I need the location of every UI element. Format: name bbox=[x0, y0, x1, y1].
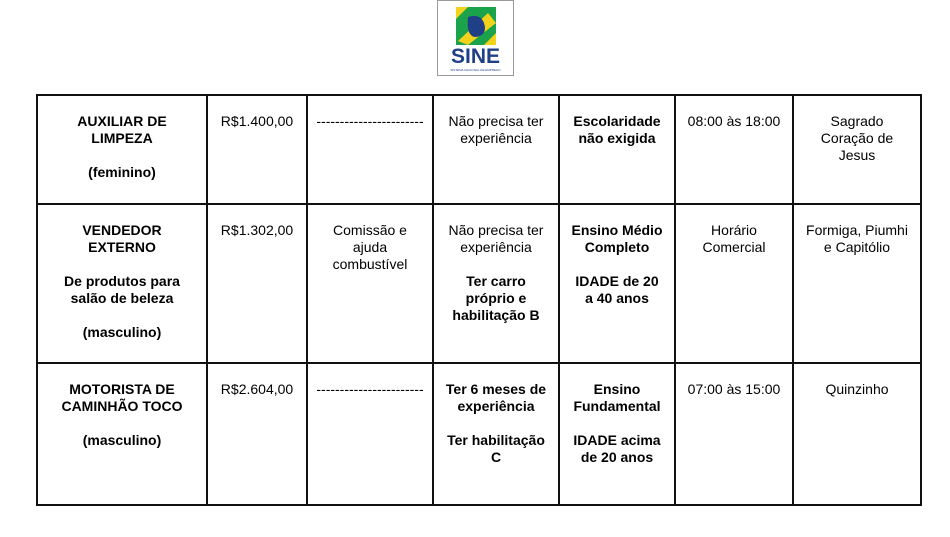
experience bbox=[438, 113, 554, 147]
education-line: Completo bbox=[584, 239, 650, 255]
benefits bbox=[312, 222, 428, 273]
spacer bbox=[42, 147, 202, 164]
benefits bbox=[312, 113, 428, 130]
education bbox=[564, 113, 670, 147]
hours bbox=[680, 113, 788, 130]
experience-cell bbox=[433, 363, 559, 505]
logo-text: SINE bbox=[450, 45, 500, 68]
job-gender bbox=[42, 164, 202, 181]
logo-subtitle: SISTEMA NACIONAL DE EMPREGO bbox=[450, 68, 501, 72]
experience-extra bbox=[438, 273, 554, 324]
job-listings-table bbox=[36, 94, 922, 506]
experience-line: Ter 6 meses de bbox=[445, 381, 547, 397]
location-line: Sagrado bbox=[830, 113, 884, 129]
location bbox=[798, 222, 916, 256]
experience-extra-line: Ter habilitação bbox=[447, 432, 545, 448]
education-extra-line: IDADE acima bbox=[573, 432, 661, 448]
hours-line: Horário bbox=[711, 222, 757, 238]
salary bbox=[212, 113, 302, 130]
education-line: Ensino bbox=[593, 381, 641, 397]
experience bbox=[438, 222, 554, 256]
experience-line: experiência bbox=[460, 130, 532, 146]
education-extra bbox=[564, 273, 670, 307]
spacer bbox=[564, 256, 670, 273]
job-title bbox=[42, 222, 202, 256]
salary bbox=[212, 381, 302, 398]
benefits-line: combustível bbox=[332, 256, 408, 272]
spacer bbox=[564, 415, 670, 432]
job-title-line: LIMPEZA bbox=[91, 130, 153, 146]
salary-cell bbox=[207, 95, 307, 204]
job-title bbox=[42, 113, 202, 147]
location-cell bbox=[793, 204, 921, 363]
table-row bbox=[37, 204, 921, 363]
job-title-line: MOTORISTA DE bbox=[69, 381, 175, 397]
benefits-line: Comissão e bbox=[333, 222, 407, 238]
job-gender bbox=[42, 324, 202, 341]
benefits-line: ajuda bbox=[352, 239, 388, 255]
location bbox=[798, 113, 916, 164]
location-cell bbox=[793, 95, 921, 204]
job-title bbox=[42, 381, 202, 415]
education-line: Escolaridade bbox=[573, 113, 661, 129]
education-cell bbox=[559, 95, 675, 204]
job-title-cell bbox=[37, 204, 207, 363]
hours bbox=[680, 222, 788, 256]
experience-cell bbox=[433, 95, 559, 204]
salary-cell bbox=[207, 204, 307, 363]
table-row bbox=[37, 363, 921, 505]
table-row bbox=[37, 95, 921, 204]
benefits-cell bbox=[307, 204, 433, 363]
experience-line: Não precisa ter bbox=[448, 113, 544, 129]
experience-line: Não precisa ter bbox=[448, 222, 544, 238]
job-gender-line: (feminino) bbox=[88, 164, 156, 180]
experience-extra-line: próprio e bbox=[465, 290, 527, 306]
job-title-cell bbox=[37, 363, 207, 505]
hours-line: 08:00 às 18:00 bbox=[687, 113, 781, 129]
location-line: Formiga, Piumhi bbox=[806, 222, 908, 238]
education-extra-line: IDADE de 20 bbox=[575, 273, 659, 289]
location bbox=[798, 381, 916, 398]
hours-line: 07:00 às 15:00 bbox=[687, 381, 781, 397]
experience-cell bbox=[433, 204, 559, 363]
job-title-line: AUXILIAR DE bbox=[77, 113, 167, 129]
education-cell bbox=[559, 204, 675, 363]
sine-logo bbox=[437, 0, 514, 76]
experience-extra-line: C bbox=[490, 449, 502, 465]
spacer bbox=[438, 256, 554, 273]
job-title-line: CAMINHÃO TOCO bbox=[61, 398, 183, 414]
spacer bbox=[42, 307, 202, 324]
salary-line: R$1.400,00 bbox=[220, 113, 294, 129]
education-line: Fundamental bbox=[573, 398, 661, 414]
hours bbox=[680, 381, 788, 398]
job-details-line: salão de beleza bbox=[70, 290, 174, 306]
education-line: Ensino Médio bbox=[571, 222, 663, 238]
job-title-cell bbox=[37, 95, 207, 204]
education bbox=[564, 381, 670, 415]
salary-line: R$2.604,00 bbox=[220, 381, 294, 397]
job-title-line: EXTERNO bbox=[88, 239, 156, 255]
location-line: e Capitólio bbox=[823, 239, 891, 255]
benefits-line: ----------------------- bbox=[316, 381, 424, 397]
spacer bbox=[438, 415, 554, 432]
education-cell bbox=[559, 363, 675, 505]
location-cell bbox=[793, 363, 921, 505]
experience-line: experiência bbox=[457, 398, 535, 414]
job-gender bbox=[42, 432, 202, 449]
salary bbox=[212, 222, 302, 239]
location-line: Jesus bbox=[838, 147, 876, 163]
location-line: Quinzinho bbox=[825, 381, 889, 397]
benefits-cell bbox=[307, 95, 433, 204]
experience-extra-line: habilitação B bbox=[452, 307, 540, 323]
benefits-line: ----------------------- bbox=[316, 113, 424, 129]
education-extra-line: a 40 anos bbox=[585, 290, 649, 306]
job-details bbox=[42, 273, 202, 307]
location-line: Coração de bbox=[820, 130, 894, 146]
experience-line: experiência bbox=[460, 239, 532, 255]
hours-cell bbox=[675, 204, 793, 363]
experience bbox=[438, 381, 554, 415]
salary-cell bbox=[207, 363, 307, 505]
education-line: não exigida bbox=[578, 130, 656, 146]
education-extra-line: de 20 anos bbox=[580, 449, 654, 465]
benefits bbox=[312, 381, 428, 398]
salary-line: R$1.302,00 bbox=[220, 222, 294, 238]
job-gender-line: (masculino) bbox=[82, 324, 162, 340]
experience-extra-line: Ter carro bbox=[466, 273, 526, 289]
spacer bbox=[42, 256, 202, 273]
hours-line: Comercial bbox=[702, 239, 766, 255]
education-extra bbox=[564, 432, 670, 466]
benefits-cell bbox=[307, 363, 433, 505]
spacer bbox=[42, 415, 202, 432]
job-gender-line: (masculino) bbox=[82, 432, 162, 448]
hours-cell bbox=[675, 95, 793, 204]
job-title-line: VENDEDOR bbox=[82, 222, 162, 238]
education bbox=[564, 222, 670, 256]
job-details-line: De produtos para bbox=[64, 273, 180, 289]
hours-cell bbox=[675, 363, 793, 505]
experience-extra bbox=[438, 432, 554, 466]
